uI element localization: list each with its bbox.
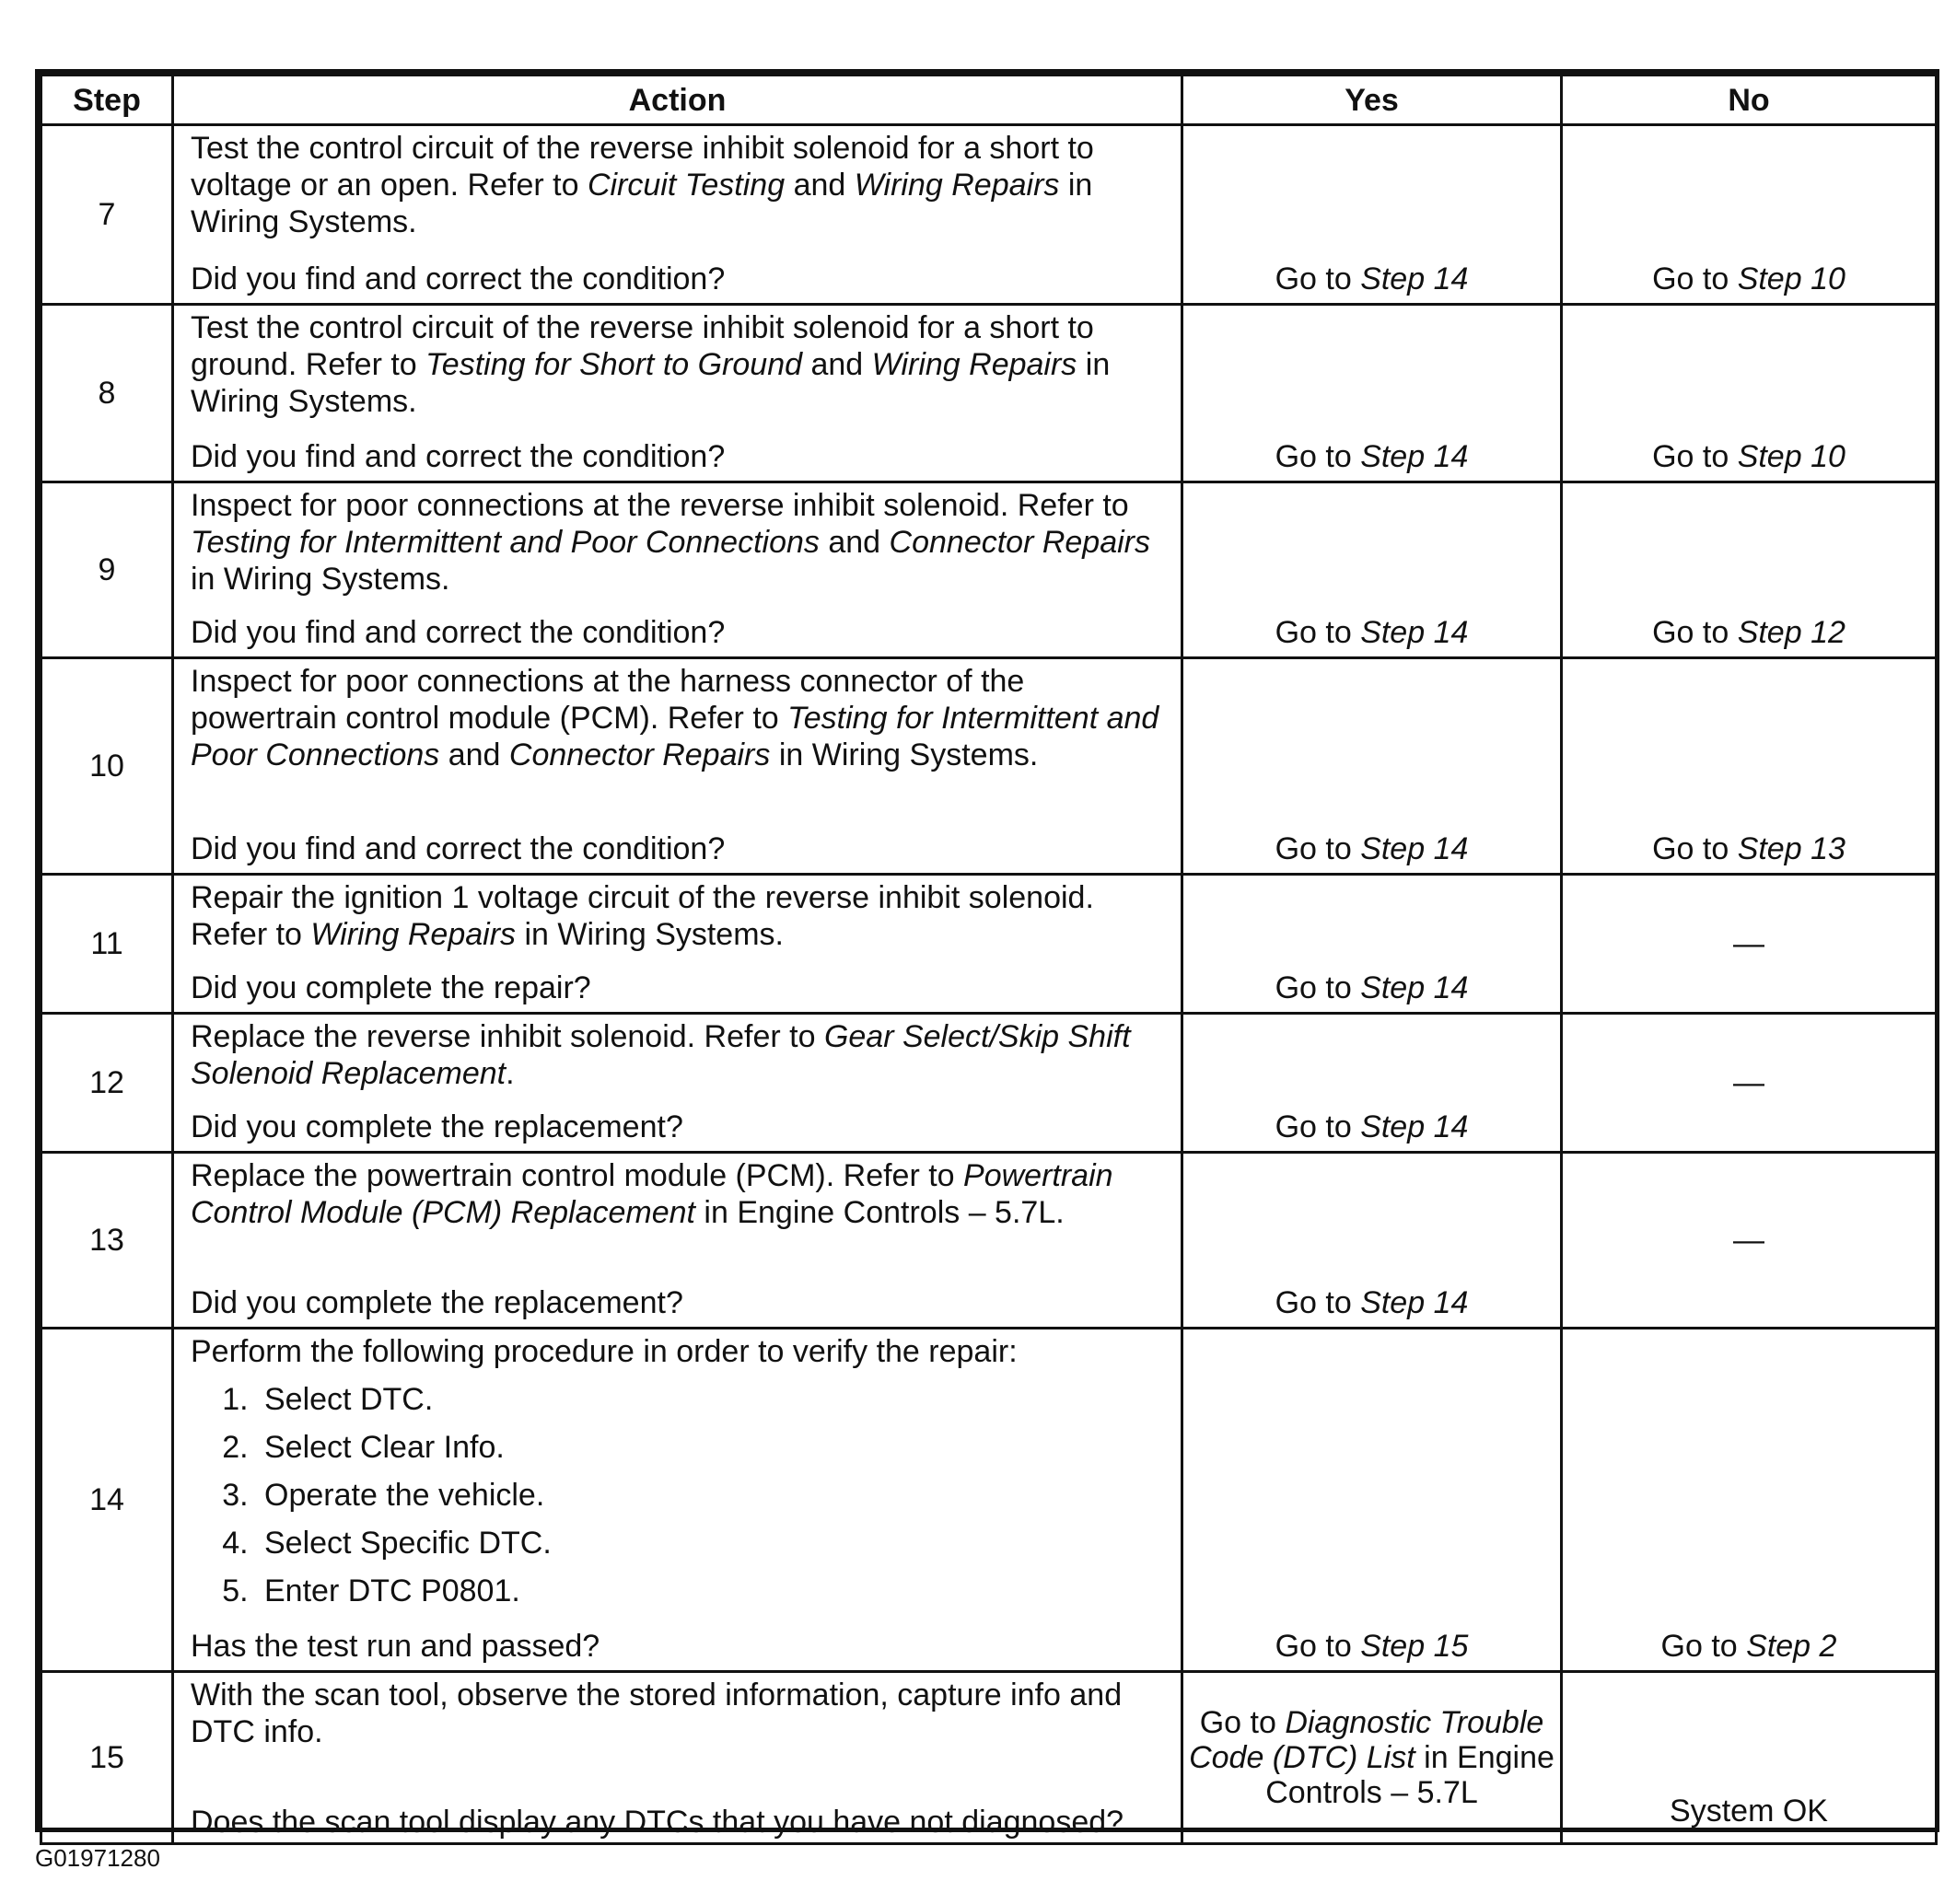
reference-text: Step 14 — [1360, 615, 1469, 650]
text-run: in Wiring Systems. — [191, 168, 1093, 239]
reference-text: Step 14 — [1360, 1285, 1469, 1320]
action-question: Did you complete the replacement? — [191, 1285, 683, 1320]
yes-result — [1182, 1672, 1562, 1844]
procedure-step: 5. Enter DTC P0801. — [257, 1567, 1168, 1615]
action-cell — [173, 1014, 1182, 1153]
text-run: Inspect for poor connections at the harness connector of the powertrain control module (PCM). Refer to — [191, 664, 1025, 736]
table-body — [41, 125, 1937, 1844]
action-question: Did you complete the replacement? — [191, 1109, 683, 1144]
no-result — [1562, 658, 1937, 875]
reference-text: Wiring Repairs — [871, 347, 1077, 382]
step-number: 13 — [41, 1153, 173, 1329]
action-instruction — [191, 1333, 1168, 1370]
text-run: and — [439, 737, 509, 772]
text-run: Go to — [1275, 1109, 1361, 1144]
no-result — [1562, 1672, 1937, 1844]
action-question: Did you find and correct the condition? — [191, 615, 726, 650]
text-run: Go to — [1275, 439, 1361, 474]
procedure-step: 2. Select Clear Info. — [257, 1423, 1168, 1471]
step-number: 8 — [41, 305, 173, 482]
yes-result — [1182, 875, 1562, 1014]
text-run: in Wiring Systems. — [516, 917, 784, 952]
action-cell — [173, 1672, 1182, 1844]
yes-result — [1182, 1153, 1562, 1329]
action-instruction — [191, 663, 1168, 773]
action-cell — [173, 658, 1182, 875]
procedure-step: 1. Select DTC. — [257, 1376, 1168, 1423]
table-row — [41, 1672, 1937, 1844]
table-row — [41, 658, 1937, 875]
text-run: Go to — [1275, 261, 1361, 296]
reference-text: Step 12 — [1737, 615, 1845, 650]
text-run: Go to — [1275, 970, 1361, 1005]
reference-text: Powertrain Control Module (PCM) Replacement — [191, 1158, 1113, 1230]
text-run: Replace the powertrain control module (PCM). Refer to — [191, 1158, 964, 1193]
text-run: in Wiring Systems. — [191, 347, 1111, 419]
action-instruction — [191, 1157, 1168, 1231]
reference-text: Step 14 — [1360, 831, 1469, 866]
yes-result — [1182, 482, 1562, 658]
reference-text: Testing for Intermittent and Poor Connections — [191, 525, 820, 560]
text-run: Go to — [1275, 1629, 1361, 1664]
action-question: Does the scan tool display any DTCs that you have not diagnosed? — [191, 1805, 1124, 1840]
yes-result — [1182, 658, 1562, 875]
procedure-step: 3. Operate the vehicle. — [257, 1471, 1168, 1519]
no-result — [1562, 305, 1937, 482]
action-question: Has the test run and passed? — [191, 1629, 600, 1664]
action-cell — [173, 125, 1182, 305]
action-cell — [173, 1329, 1182, 1672]
table-row — [41, 1153, 1937, 1329]
reference-text: Testing for Short to Ground — [425, 347, 803, 382]
text-run: Repair the ignition 1 voltage circuit of the reverse inhibit solenoid. Refer to — [191, 880, 1094, 952]
text-run: Go to — [1275, 831, 1361, 866]
action-question: Did you complete the repair? — [191, 970, 591, 1005]
text-run: . — [506, 1056, 515, 1091]
text-run: Go to — [1652, 261, 1738, 296]
table-row — [41, 482, 1937, 658]
text-run: and — [819, 525, 890, 560]
header-no: No — [1562, 75, 1937, 125]
text-run: Inspect for poor connections at the reverse inhibit solenoid. Refer to — [191, 488, 1129, 523]
action-cell — [173, 305, 1182, 482]
header-action: Action — [173, 75, 1182, 125]
text-run: Replace the reverse inhibit solenoid. Refer to — [191, 1019, 824, 1054]
reference-text: Wiring Repairs — [310, 917, 517, 952]
no-result — [1562, 1014, 1937, 1153]
diagnostic-table-frame — [35, 69, 1939, 1840]
reference-text: Step 10 — [1737, 261, 1845, 296]
table-row — [41, 305, 1937, 482]
table-header-row — [41, 75, 1937, 125]
text-run: Go to — [1275, 1285, 1361, 1320]
reference-text: Circuit Testing — [587, 168, 786, 203]
figure-id: G01971280 — [35, 1844, 160, 1872]
diagnostic-table — [40, 74, 1938, 1845]
text-run: Test the control circuit of the reverse inhibit solenoid for a short to voltage or an open. Refer to — [191, 131, 1094, 203]
text-run: Perform the following procedure in order to verify the repair: — [191, 1334, 1018, 1369]
step-number: 9 — [41, 482, 173, 658]
step-number: 7 — [41, 125, 173, 305]
action-question: Did you find and correct the condition? — [191, 439, 726, 474]
no-result — [1562, 1153, 1937, 1329]
action-cell — [173, 482, 1182, 658]
table-row — [41, 875, 1937, 1014]
reference-text: Step 14 — [1360, 970, 1469, 1005]
yes-result — [1182, 125, 1562, 305]
text-run: Go to — [1199, 1705, 1286, 1740]
reference-text: Testing for Intermittent and Poor Connections — [191, 701, 1159, 772]
text-run: in Wiring Systems. — [191, 562, 450, 597]
table-row — [41, 1329, 1937, 1672]
reference-text: Connector Repairs — [508, 737, 771, 772]
action-instruction — [191, 1018, 1168, 1092]
text-run: in Engine Controls – 5.7L. — [694, 1195, 1065, 1230]
header-yes: Yes — [1182, 75, 1562, 125]
action-question: Did you find and correct the condition? — [191, 831, 726, 866]
no-result — [1562, 875, 1937, 1014]
action-instruction — [191, 309, 1168, 420]
action-instruction — [191, 487, 1168, 598]
no-result — [1562, 482, 1937, 658]
text-run: Test the control circuit of the reverse inhibit solenoid for a short to ground. Refer to — [191, 310, 1094, 382]
reference-text: Step 14 — [1360, 261, 1469, 296]
table-row — [41, 1014, 1937, 1153]
text-run: and — [802, 347, 872, 382]
action-instruction — [191, 1677, 1168, 1750]
reference-text: Wiring Repairs — [854, 168, 1060, 203]
yes-result — [1182, 1329, 1562, 1672]
no-result — [1562, 1329, 1937, 1672]
text-run: Go to — [1652, 831, 1738, 866]
step-number: 15 — [41, 1672, 173, 1844]
text-run: and — [785, 168, 855, 203]
procedure-list — [191, 1376, 1168, 1615]
text-run: in Engine Controls – 5.7L — [1265, 1740, 1554, 1810]
text-run: Go to — [1652, 439, 1738, 474]
text-run: — — [1733, 1065, 1764, 1100]
step-number: 10 — [41, 658, 173, 875]
reference-text: Step 10 — [1737, 439, 1845, 474]
text-run: System OK — [1670, 1794, 1828, 1829]
reference-text: Step 2 — [1746, 1629, 1837, 1664]
reference-text: Step 14 — [1360, 1109, 1469, 1144]
text-run: Go to — [1660, 1629, 1747, 1664]
table-row — [41, 125, 1937, 305]
reference-text: Step 14 — [1360, 439, 1469, 474]
action-instruction — [191, 879, 1168, 953]
reference-text: Step 15 — [1360, 1629, 1469, 1664]
yes-result — [1182, 1014, 1562, 1153]
text-run: — — [1733, 926, 1764, 961]
reference-text: Step 13 — [1737, 831, 1845, 866]
text-run: With the scan tool, observe the stored information, capture info and DTC info. — [191, 1678, 1123, 1749]
reference-text: Gear Select/Skip Shift Solenoid Replacement — [191, 1019, 1131, 1091]
action-question: Did you find and correct the condition? — [191, 261, 726, 296]
step-number: 11 — [41, 875, 173, 1014]
no-result — [1562, 125, 1937, 305]
reference-text: Diagnostic Trouble Code (DTC) List — [1189, 1705, 1544, 1775]
reference-text: Connector Repairs — [889, 525, 1151, 560]
text-run: — — [1733, 1223, 1764, 1258]
step-number: 12 — [41, 1014, 173, 1153]
yes-result — [1182, 305, 1562, 482]
procedure-step: 4. Select Specific DTC. — [257, 1519, 1168, 1567]
action-cell — [173, 875, 1182, 1014]
text-run: Go to — [1652, 615, 1738, 650]
action-instruction — [191, 130, 1168, 240]
text-run: Go to — [1275, 615, 1361, 650]
action-cell — [173, 1153, 1182, 1329]
step-number: 14 — [41, 1329, 173, 1672]
text-run: in Wiring Systems. — [770, 737, 1039, 772]
header-step: Step — [41, 75, 173, 125]
